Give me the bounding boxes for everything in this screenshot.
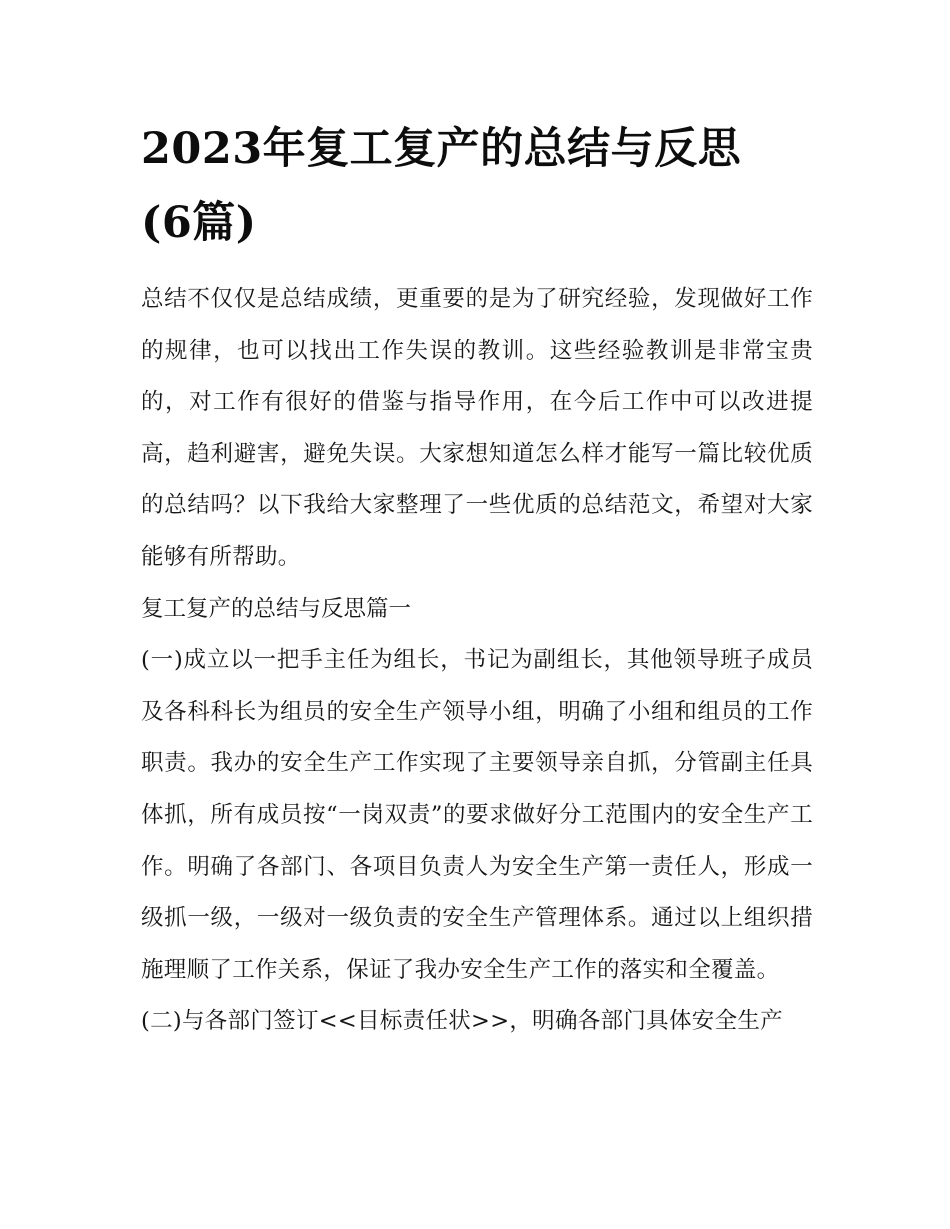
body-paragraph-1: (一)成立以一把手主任为组长，书记为副组长，其他领导班子成员及各科科长为组员的安全生产领导小组，明确了小组和组员的工作职责。我办的安全生产工作实现了主要领导亲自抓，分管副主任具体抓，所有成员按“一岗双责”的要求做好分工范围内的安全生产工作。明确了各部门、各项目负责人为安全生产第一责任人，形成一级抓一级，一级对一级负责的安全生产管理体系。通过以上组织措施理顺了工作关系，保证了我办安全生产工作的落实和全覆盖。 <box>141 647 813 983</box>
section-heading: 复工复产的总结与反思篇一 <box>141 595 412 622</box>
document-title: 2023年复工复产的总结与反思 (6篇) <box>141 124 742 248</box>
document-body <box>141 112 813 1048</box>
body-paragraph-2: (二)与各部门签订<<目标责任状>>，明确各部门具体安全生产 <box>141 1008 783 1035</box>
intro-paragraph: 总结不仅仅是总结成绩，更重要的是为了研究经验，发现做好工作的规律，也可以找出工作失误的教训。这些经验教训是非常宝贵的，对工作有很好的借鉴与指导作用，在今后工作中可以改进提高，趋利避害，避免失误。大家想知道怎么样才能写一篇比较优质的总结吗？以下我给大家整理了一些优质的总结范文，希望对大家能够有所帮助。 <box>141 286 813 570</box>
